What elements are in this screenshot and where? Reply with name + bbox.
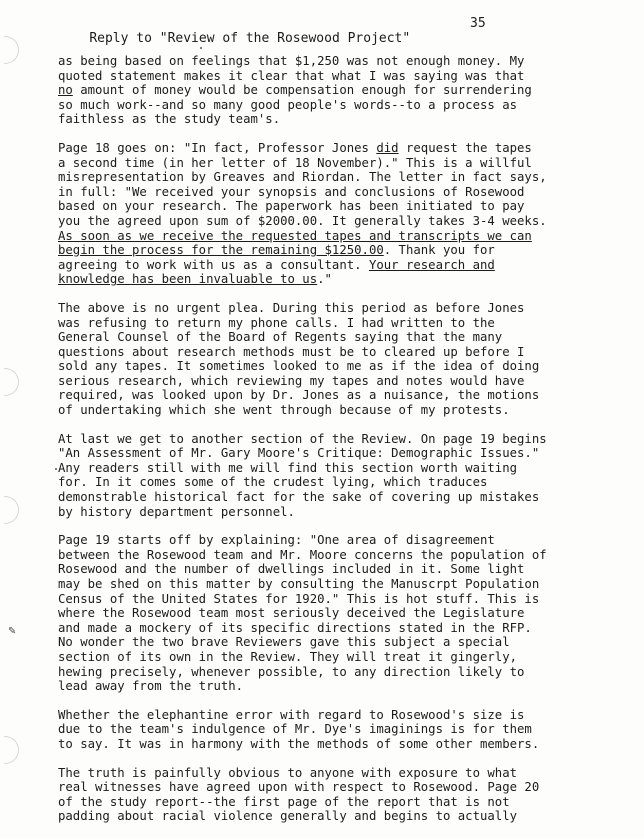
text-line xyxy=(58,185,630,200)
underlined-text: knowledge has been invaluable to us xyxy=(58,272,318,287)
text-line xyxy=(58,388,630,403)
underlined-text: Your research and xyxy=(368,257,495,272)
text-line xyxy=(58,112,630,127)
text-line xyxy=(58,432,630,447)
text-segment: required, was looked upon by Dr. Jones as a nuisance, the motions xyxy=(58,388,540,403)
text-segment: agreeing to work with us as a consultant. xyxy=(58,257,369,272)
text-line xyxy=(58,345,630,360)
text-line xyxy=(58,533,630,548)
header-title: Reply to "Review of the Rosewood Project" xyxy=(89,31,411,46)
text-segment: and made a mockery of its specific directions stated in the RFP. xyxy=(58,620,532,635)
text-segment: lead away from the truth. xyxy=(58,679,244,694)
text-segment: No wonder the two brave Reviewers gave this subject a special xyxy=(58,635,510,650)
paragraph xyxy=(58,533,630,694)
text-segment: faithless as the study team's. xyxy=(58,112,281,127)
document-body xyxy=(58,54,630,838)
text-line xyxy=(58,592,630,607)
page-number: 35 xyxy=(470,16,486,31)
margin-scribble-mark: ✎ xyxy=(8,626,17,637)
text-segment: hewing precisely, whenever possible, to any direction likely to xyxy=(58,664,525,679)
speck-mark xyxy=(200,47,202,49)
text-line xyxy=(58,243,630,258)
text-line xyxy=(58,374,630,389)
text-line xyxy=(58,490,630,505)
text-segment: where the Rosewood team most seriously deceived the Legislature xyxy=(58,606,525,621)
text-line xyxy=(58,403,630,418)
text-segment: between the Rosewood team and Mr. Moore concerns the population of xyxy=(58,547,547,562)
text-segment: The above is no urgent plea. During this period as before Jones xyxy=(58,300,525,315)
paragraph xyxy=(58,54,630,127)
text-line xyxy=(58,461,630,476)
paragraph xyxy=(58,432,630,520)
text-segment: demonstrable historical fact for the sake of covering up mistakes xyxy=(58,490,540,505)
text-segment: questions about research methods must be to cleared up before I xyxy=(58,344,525,359)
text-segment: Any readers still with me will find this section worth waiting xyxy=(58,460,518,475)
text-line xyxy=(58,272,630,287)
underlined-text: did xyxy=(376,140,399,155)
underlined-text: begin the process for the remaining $1250.00 xyxy=(58,243,384,258)
text-line xyxy=(58,69,630,84)
text-segment: based on your research. The paperwork has been initiated to pay xyxy=(58,199,525,214)
text-segment: Page 18 goes on: "In fact, Professor Jones xyxy=(58,140,377,155)
text-line xyxy=(58,809,630,824)
paragraph xyxy=(58,766,630,824)
text-segment: of the study report--the first page of the report that is not xyxy=(58,794,510,809)
text-line xyxy=(58,83,630,98)
text-line xyxy=(58,650,630,665)
paragraph xyxy=(58,708,630,752)
text-segment: to say. It was in harmony with the methods of some other members. xyxy=(58,736,540,751)
text-line xyxy=(58,505,630,520)
text-segment: a second time (in her letter of 18 November)." This is a willful xyxy=(58,155,532,170)
punch-hole-mark xyxy=(4,36,19,64)
text-segment: . Thank you for xyxy=(383,243,495,258)
punch-hole-mark xyxy=(4,496,19,524)
text-segment: quoted statement makes it clear that what I was saying was that xyxy=(58,68,525,83)
text-line xyxy=(58,359,630,374)
text-segment: as being based on feelings that $1,250 was not enough money. My xyxy=(58,54,525,68)
text-segment: amount of money would be compensation enough for surrendering xyxy=(72,83,532,98)
text-line xyxy=(58,156,630,171)
text-line xyxy=(58,635,630,650)
text-segment: real witnesses have agreed upon with respect to Rosewood. Page 20 xyxy=(58,780,540,795)
text-line xyxy=(58,708,630,723)
text-segment: for. In it comes some of the crudest lying, which traduces xyxy=(58,475,488,490)
text-line xyxy=(58,766,630,781)
text-segment: padding about racial violence generally and begins to actually xyxy=(58,809,518,824)
text-segment: sold any tapes. It sometimes looked to me as if the idea of doing xyxy=(58,359,540,374)
text-segment: Rosewood and the number of dwellings included in it. Some light xyxy=(58,562,525,577)
text-line xyxy=(58,258,630,273)
text-line xyxy=(58,54,630,69)
text-line xyxy=(58,548,630,563)
text-segment: was refusing to return my phone calls. I had written to the xyxy=(58,315,495,330)
text-segment: serious research, which reviewing my tapes and notes would have xyxy=(58,373,525,388)
text-line xyxy=(58,475,630,490)
text-segment: Whether the elephantine error with regard to Rosewood's size is xyxy=(58,707,525,722)
paragraph xyxy=(58,141,630,287)
text-line xyxy=(58,679,630,694)
text-line xyxy=(58,214,630,229)
text-segment: The truth is painfully obvious to anyone with exposure to what xyxy=(58,765,518,780)
punch-hole-mark xyxy=(4,736,19,764)
text-line xyxy=(58,199,630,214)
text-segment: in full: "We received your synopsis and conclusions of Rosewood xyxy=(58,184,525,199)
text-line xyxy=(58,446,630,461)
text-line xyxy=(58,722,630,737)
text-segment: by history department personnel. xyxy=(58,504,295,519)
text-line xyxy=(58,170,630,185)
text-line xyxy=(58,606,630,621)
text-segment: misrepresentation by Greaves and Riordan. The letter in fact says, xyxy=(58,170,547,185)
text-line xyxy=(58,330,630,345)
text-segment: ." xyxy=(317,272,332,287)
text-segment: due to the team's indulgence of Mr. Dye's imaginings is for them xyxy=(58,722,532,737)
text-segment: you the agreed upon sum of $2000.00. It generally takes 3-4 weeks. xyxy=(58,213,547,228)
text-line xyxy=(58,98,630,113)
text-line xyxy=(58,795,630,810)
text-line xyxy=(58,780,630,795)
text-line xyxy=(58,562,630,577)
text-segment: so much work--and so many good people's words--to a process as xyxy=(58,97,518,112)
text-line xyxy=(58,621,630,636)
underlined-text: no xyxy=(58,83,73,98)
text-line xyxy=(58,301,630,316)
underlined-text: As soon as we receive the requested tapes and transcripts we can xyxy=(58,228,532,243)
text-line xyxy=(58,141,630,156)
text-segment: At last we get to another section of the Review. On page 19 begins xyxy=(58,431,547,446)
text-line xyxy=(58,577,630,592)
speck-mark xyxy=(55,468,57,470)
text-line xyxy=(58,737,630,752)
text-segment: of undertaking which she went through because of my protests. xyxy=(58,403,510,418)
text-segment: section of its own in the Review. They will treat it gingerly, xyxy=(58,649,518,664)
text-line xyxy=(58,665,630,680)
text-segment: Census of the United States for 1920." This is hot stuff. This is xyxy=(58,591,540,606)
text-segment: request the tapes xyxy=(398,140,532,155)
text-segment: Page 19 starts off by explaining: "One area of disagreement xyxy=(58,533,495,548)
text-line xyxy=(58,229,630,244)
text-segment: "An Assessment of Mr. Gary Moore's Critique: Demographic Issues." xyxy=(58,446,540,461)
punch-hole-mark xyxy=(4,368,19,396)
text-segment: may be shed on this matter by consulting the Manuscrpt Population xyxy=(58,577,540,591)
text-line xyxy=(58,316,630,331)
paragraph xyxy=(58,301,630,418)
text-segment: General Counsel of the Board of Regents saying that the many xyxy=(58,330,503,345)
